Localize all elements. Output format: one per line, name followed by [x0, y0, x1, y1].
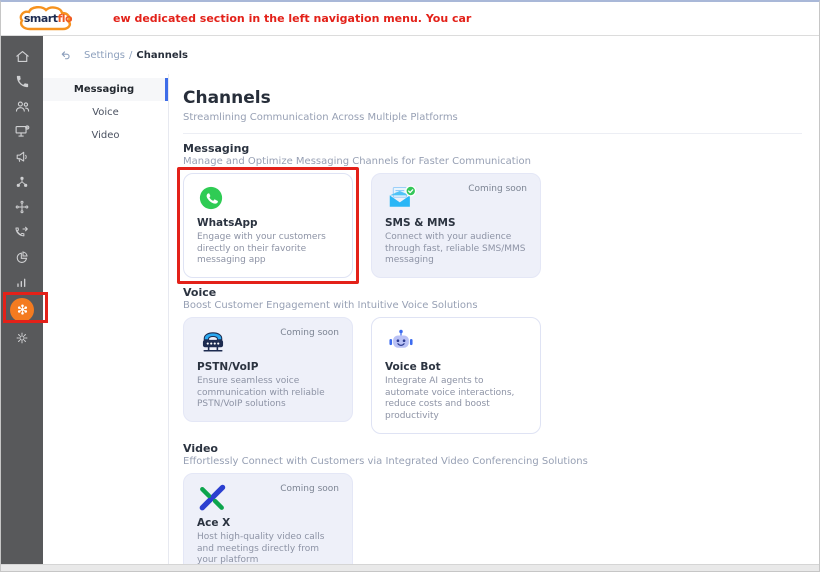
section-voice [183, 286, 802, 434]
page-subtitle: Streamlining Communication Across Multiple Platforms [183, 112, 802, 134]
bottom-strip [1, 564, 819, 571]
card-description: Integrate AI agents to automate voice interactions, reduce costs and boost productivity [385, 376, 515, 422]
phone-icon[interactable] [1, 69, 43, 94]
pstn-voip-card [183, 317, 353, 422]
section-title: Voice [183, 286, 217, 300]
breadcrumb [43, 36, 819, 74]
breadcrumb-current: Channels [136, 49, 188, 61]
section-video [183, 442, 802, 564]
hub-badge [10, 298, 34, 322]
voice-bot-icon [385, 328, 527, 356]
call-forward-icon[interactable] [1, 219, 43, 244]
sms-mms-card [371, 173, 541, 278]
voice-bot-card[interactable] [371, 317, 541, 434]
video-card-row [183, 473, 802, 564]
card-description: Ensure seamless voice communication with reliable PSTN/VoIP solutions [197, 376, 325, 410]
card-title: PSTN/VoIP [197, 361, 259, 374]
left-icon-sidebar [1, 36, 43, 564]
top-header [1, 2, 819, 36]
settings-gear-icon[interactable] [1, 325, 43, 350]
move-icon[interactable] [1, 194, 43, 219]
desktop-settings-icon[interactable] [1, 119, 43, 144]
subnav-item-voice[interactable]: Voice [92, 107, 119, 118]
integrations-hub-icon[interactable] [1, 294, 43, 325]
notice-text: ew dedicated section in the left navigation menu. You car [113, 12, 472, 25]
card-description: Connect with your audience through fast, reliable SMS/MMS messaging [385, 232, 526, 266]
breadcrumb-separator: / [129, 49, 133, 61]
smartflo-logo[interactable] [15, 4, 81, 34]
pie-chart-icon[interactable] [1, 244, 43, 269]
card-title: WhatsApp [197, 217, 258, 229]
users-icon[interactable] [1, 94, 43, 119]
section-description: Effortlessly Connect with Customers via Integrated Video Conferencing Solutions [183, 455, 588, 467]
breadcrumb-settings-link[interactable]: Settings [84, 49, 126, 61]
analytics-bars-icon[interactable] [1, 269, 43, 294]
subnav-item-messaging[interactable]: Messaging [43, 78, 168, 101]
page-title: Channels [183, 88, 271, 108]
section-description: Manage and Optimize Messaging Channels for Faster Communication [183, 156, 531, 167]
whatsapp-icon [197, 184, 339, 212]
logo-text: smartflo [23, 11, 73, 25]
whatsapp-card[interactable] [183, 173, 353, 278]
section-title: Messaging [183, 142, 250, 155]
home-icon[interactable] [1, 44, 43, 69]
section-messaging [183, 142, 802, 278]
coming-soon-badge: Coming soon [280, 483, 339, 494]
card-title: SMS & MMS [385, 217, 456, 229]
card-title: Ace X [197, 516, 231, 529]
coming-soon-badge: Coming soon [468, 184, 527, 194]
card-title: Voice Bot [385, 361, 441, 374]
ace-x-card [183, 473, 353, 564]
whatsapp-highlight-frame [177, 167, 359, 284]
main-content [169, 74, 818, 564]
card-description: Host high-quality video calls and meetings directly from your platform [197, 531, 325, 564]
messaging-card-row [183, 173, 802, 278]
voice-card-row [183, 317, 802, 434]
section-title: Video [183, 441, 218, 455]
announcement-icon[interactable] [1, 144, 43, 169]
coming-soon-badge: Coming soon [280, 328, 339, 339]
channels-subnav [43, 74, 169, 564]
org-network-icon[interactable] [1, 169, 43, 194]
section-description: Boost Customer Engagement with Intuitive Voice Solutions [183, 300, 478, 312]
card-description: Engage with your customers directly on their favorite messaging app [197, 232, 326, 266]
subnav-item-video[interactable]: Video [91, 130, 120, 141]
back-icon[interactable] [59, 49, 72, 62]
